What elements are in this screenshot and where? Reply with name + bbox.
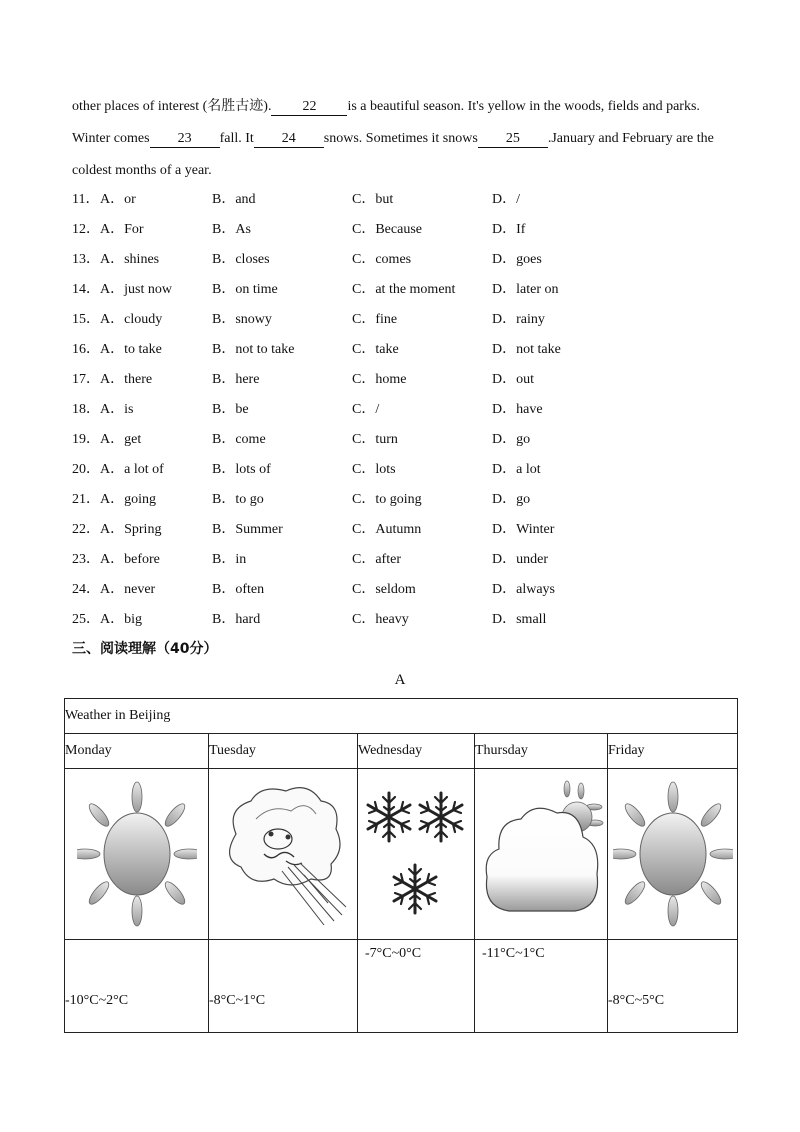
option-b: B．on time [212,282,278,297]
weather-cell-friday [608,769,738,940]
question-number: 22． [72,522,100,537]
question-number: 25． [72,612,100,627]
option-a: A．there [100,372,153,387]
weather-cell-monday [65,769,209,940]
option-c: C．turn [352,432,398,447]
option-c: C．lots [352,462,396,477]
option-d: D．rainy [492,312,545,327]
option-a: A．cloudy [100,312,163,327]
question-number: 13． [72,252,100,267]
blank-25: 25 [478,130,548,148]
option-b: B．often [212,582,265,597]
question-number: 11． [72,192,100,207]
blank-24: 24 [254,130,324,148]
option-a: A．before [100,552,160,567]
sun-icon [613,779,733,929]
option-c: C．Because [352,222,422,237]
option-b: B．Summer [212,522,283,537]
option-c: C．take [352,342,399,357]
question-row [72,278,732,308]
weather-cell-thursday [475,769,608,940]
option-d: D．/ [492,192,520,207]
option-b: B．be [212,402,249,417]
question-number: 20． [72,462,100,477]
option-a: A．shines [100,252,160,267]
option-d: D．out [492,372,534,387]
option-b: B．in [212,552,247,567]
option-c: C．seldom [352,582,416,597]
option-b: B．not to take [212,342,295,357]
weather-cell-wednesday [358,769,475,940]
option-b: B．and [212,192,256,207]
option-d: D．later on [492,282,559,297]
question-row [72,518,732,548]
option-b: B．As [212,222,251,237]
passage-line-2: Winter comes 23 fall. It 24 snows. Sometimes it snows 25 .January and February are the [72,131,714,146]
blank-23: 23 [150,130,220,148]
option-a: A．For [100,222,144,237]
temp-friday: -8°C~5°C [608,940,738,1033]
question-number: 21． [72,492,100,507]
option-b: B．lots of [212,462,271,477]
temp-tuesday: -8°C~1°C [209,940,358,1033]
question-row [72,398,732,428]
temp-wednesday: -7°C~0°C [358,940,475,1033]
question-number: 19． [72,432,100,447]
temp-thursday: -11°C~1°C [475,940,608,1033]
option-b: B．here [212,372,260,387]
question-number: 14． [72,282,100,297]
question-number: 16． [72,342,100,357]
section-heading: 三、阅读理解（40分） [72,641,218,657]
question-row [72,308,732,338]
option-a: A．going [100,492,156,507]
question-number: 17． [72,372,100,387]
weather-table [64,698,738,1033]
option-c: C．at the moment [352,282,456,297]
option-a: A．just now [100,282,172,297]
day-tuesday: Tuesday [209,734,358,769]
subsection-label: A [394,672,406,688]
option-a: A．a lot of [100,462,164,477]
option-c: C．Autumn [352,522,422,537]
option-a: A．Spring [100,522,162,537]
question-number: 18． [72,402,100,417]
option-d: D．go [492,432,531,447]
cloud-sun-icon [479,779,604,929]
option-d: D．a lot [492,462,541,477]
question-row [72,548,732,578]
question-number: 12． [72,222,100,237]
option-b: B．closes [212,252,270,267]
sun-icon [77,779,197,929]
option-a: A．is [100,402,134,417]
question-row [72,428,732,458]
option-d: D．goes [492,252,542,267]
cloze-passage [72,93,732,189]
option-c: C．but [352,192,394,207]
question-row [72,368,732,398]
blank-22: 22 [271,98,347,116]
option-b: B．snowy [212,312,272,327]
option-d: D．small [492,612,547,627]
option-d: D．have [492,402,543,417]
option-c: C．comes [352,252,412,267]
option-d: D．under [492,552,548,567]
option-b: B．come [212,432,266,447]
day-monday: Monday [65,734,209,769]
option-a: A．to take [100,342,162,357]
option-a: A．big [100,612,142,627]
option-c: C．home [352,372,407,387]
option-c: C．heavy [352,612,409,627]
question-row [72,608,732,638]
day-friday: Friday [608,734,738,769]
option-d: D．Winter [492,522,555,537]
question-row [72,338,732,368]
weather-table-title: Weather in Beijing [65,699,738,734]
question-number: 24． [72,582,100,597]
question-row [72,578,732,608]
question-row [72,458,732,488]
option-d: D．If [492,222,526,237]
option-b: B．hard [212,612,261,627]
option-d: D．not take [492,342,561,357]
question-row [72,248,732,278]
option-c: C．to going [352,492,422,507]
question-number: 15． [72,312,100,327]
day-thursday: Thursday [475,734,608,769]
option-a: A．or [100,192,136,207]
question-row [72,218,732,248]
passage-line-1: other places of interest (名胜古迹). 22 is a beautiful season. It's yellow in the woods, fields and parks. [72,99,700,114]
passage-line-3: coldest months of a year. [72,163,212,178]
option-a: A．get [100,432,142,447]
weather-cell-tuesday [209,769,358,940]
question-number: 23． [72,552,100,567]
option-b: B．to go [212,492,264,507]
question-row [72,188,732,218]
question-options [72,188,732,638]
snowflakes-icon [361,779,471,929]
day-wednesday: Wednesday [358,734,475,769]
option-d: D．go [492,492,531,507]
option-a: A．never [100,582,156,597]
question-row [72,488,732,518]
option-d: D．always [492,582,555,597]
option-c: C．/ [352,402,380,417]
option-c: C．after [352,552,401,567]
windy-icon [216,779,351,929]
temp-monday: -10°C~2°C [65,940,209,1033]
option-c: C．fine [352,312,398,327]
